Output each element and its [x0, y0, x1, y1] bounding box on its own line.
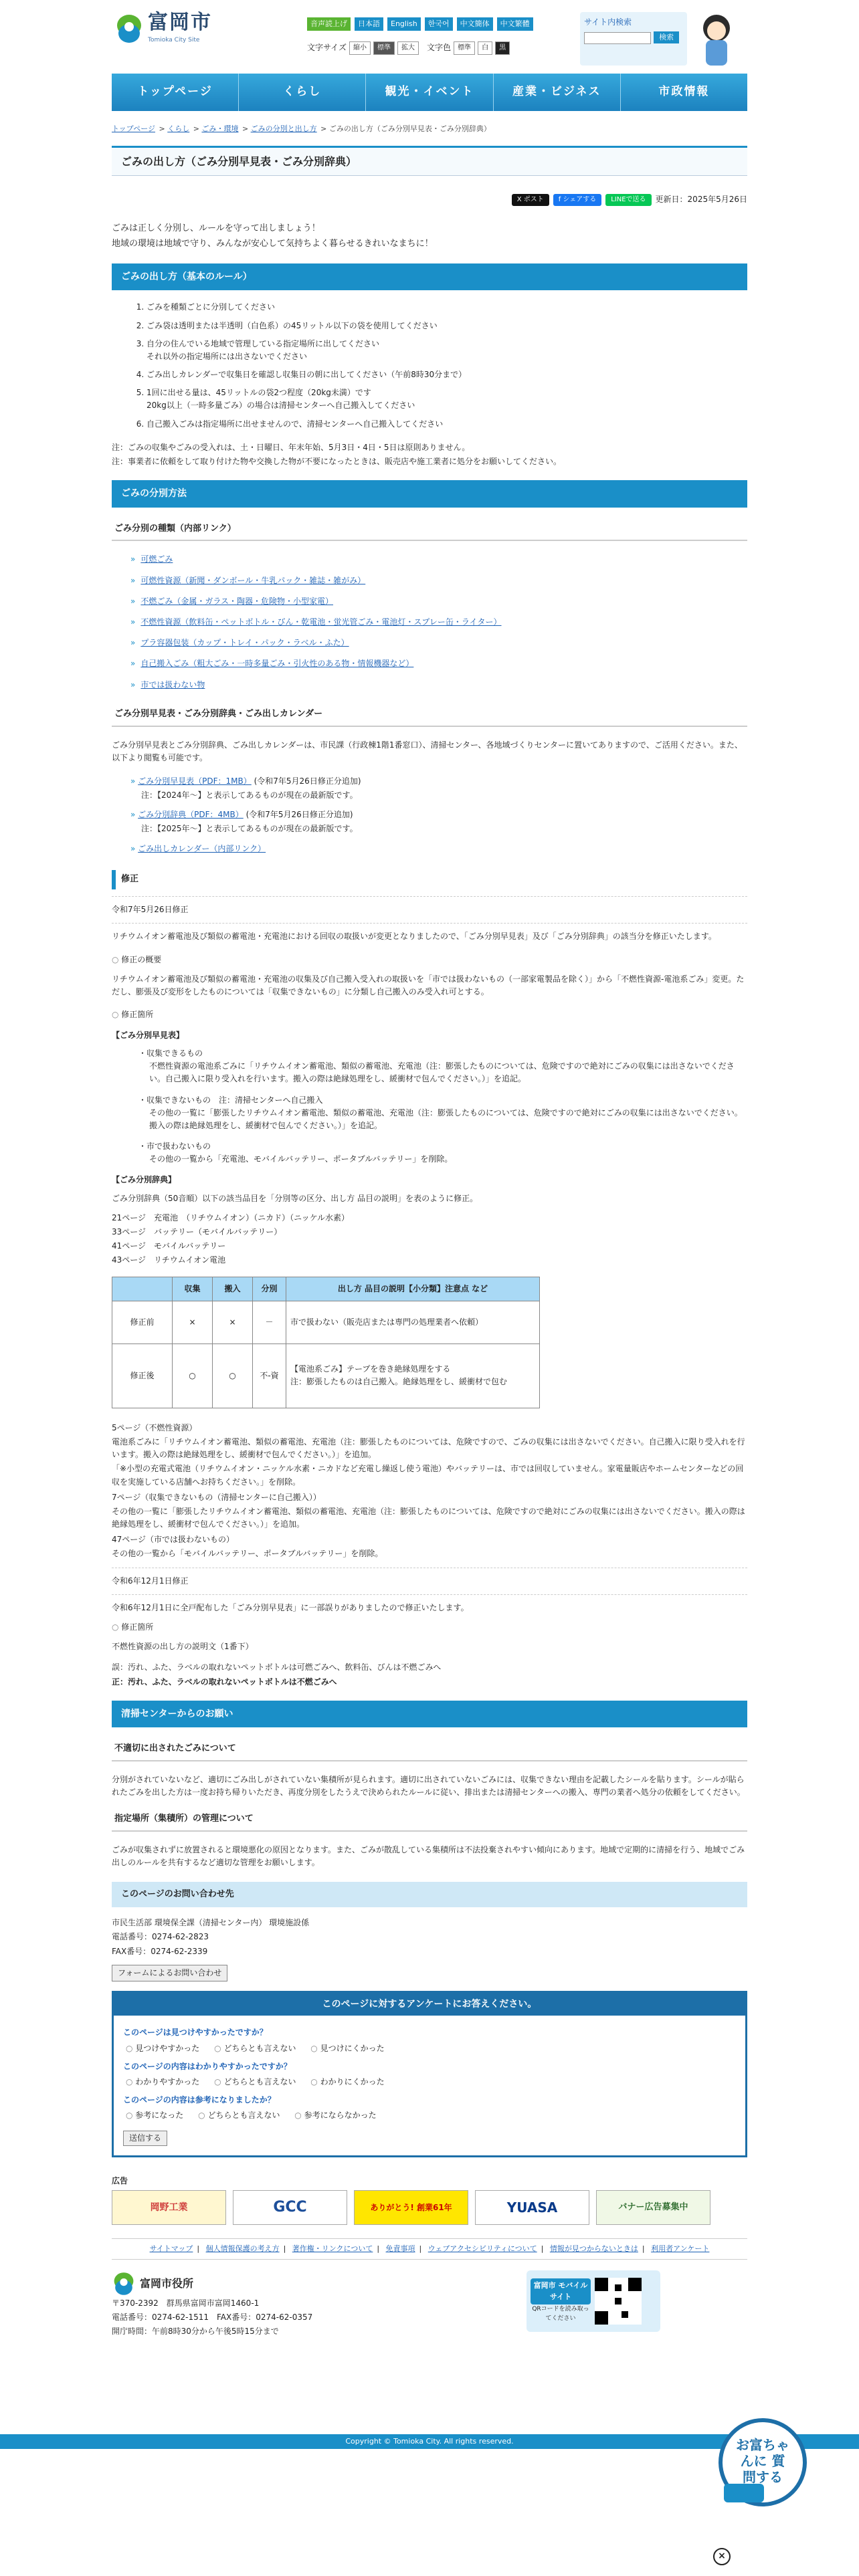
download-list: » ごみ分別早見表（PDF：1MB） (令和7年5月26日修正分追加) 注：【2024年～】と表示してあるものが現在の最新版です。 » ごみ分別辞典（PDF：4MB） (令和7年5月26日修正分追加) 注：【2025年～】と表示してあるものが現在の最新版です。 » ごみ出しカレンダー（内部リンク）	[112, 775, 747, 855]
breadcrumb-living[interactable]: くらし	[167, 124, 190, 133]
contact-form-button[interactable]: フォームによるお問い合わせ	[112, 1965, 227, 1981]
site-header	[112, 0, 747, 74]
text-size-label: 文字サイズ	[307, 43, 347, 53]
logo-mark-icon	[114, 12, 144, 45]
survey-radio[interactable]: ○ わかりやすかった	[126, 2077, 199, 2086]
survey-radio[interactable]: ○ どちらとも言えない	[198, 2111, 280, 2120]
search-label: サイト内検索	[584, 17, 632, 27]
mobile-site-label: 富岡市 モバイルサイト	[531, 2278, 591, 2304]
nav-living[interactable]: くらし	[239, 74, 366, 111]
table-header: 搬入	[213, 1277, 253, 1301]
jiten-pdf-link[interactable]: ごみ分別辞典（PDF：4MB）	[138, 810, 244, 820]
table-header: 分別	[253, 1277, 286, 1301]
page-ref: 41ページ モバイルバッテリー	[112, 1241, 226, 1251]
basic-note: 注：ごみの収集やごみの受入れは、土・日曜日、年末年始、5月3日・4日・5日は原則ありません。	[112, 442, 470, 452]
request-sub1: 不適切に出されたごみについて	[112, 1738, 747, 1761]
table-cell: ○	[173, 1344, 213, 1408]
qr-code-icon	[595, 2278, 642, 2325]
fix-table	[112, 1277, 540, 1408]
after-table-line: 47ページ（市では扱わないもの）	[112, 1535, 235, 1545]
copyright-bar: Copyright © Tomioka City. All rights reserved.	[0, 2434, 859, 2449]
basic-rules-list	[112, 301, 747, 431]
nav-top[interactable]: トップページ	[112, 74, 239, 111]
updated-date: 更新日：2025年5月26日	[655, 195, 747, 205]
nav-business[interactable]: 産業・ビジネス	[494, 74, 621, 111]
survey-box	[112, 1991, 747, 2157]
survey-question: このページは見つけやすかったですか？	[123, 2028, 268, 2038]
link-non-burnable-resources[interactable]: 不燃性資源（飲料缶・ペットボトル・びん・乾電池・蛍光管ごみ・電池灯・スプレー缶・ライター）	[140, 617, 502, 627]
table-header	[112, 1277, 173, 1301]
basic-rules-heading: ごみの出し方（基本のルール）	[112, 263, 747, 290]
request-heading: 清掃センターからのお願い	[112, 1701, 747, 1727]
table-header: 収集	[173, 1277, 213, 1301]
request-text1: 分別がされていないなど、適切にごみ出しがされていない集積所が見られます。適切に出されていないごみには、収集できない理由を記載したシールを貼ります。シールが貼られたごみを出した方は一度お持ち帰りいただき、再度分別をしたうえで決められたルールに従い、排出または清掃センターへの搬入、専門の業者へ処分の依頼をしてください。	[112, 1774, 745, 1798]
jiten-version-note: 注：【2025年～】と表示してあるものが現在の最新版です。	[141, 824, 358, 834]
footer-link[interactable]: 利用者アンケート	[651, 2244, 710, 2253]
table-cell: 【電池系ごみ】テープを巻き絶縁処理をする 注：膨張したものは自己搬入。絶縁処理をし、緩衝材で包む	[286, 1344, 540, 1408]
breadcrumb-current: ごみの出し方（ごみ分別早見表・ごみ分別辞典）	[328, 124, 491, 133]
link-not-handled[interactable]: 市では扱わない物	[140, 679, 205, 689]
top-links	[307, 17, 533, 31]
footer-link[interactable]: ウェブアクセシビリティについて	[427, 2244, 537, 2253]
ad-banner[interactable]: YUASA	[475, 2190, 589, 2225]
survey-radio[interactable]: ○ わかりにくかった	[310, 2077, 384, 2086]
link-burnable-resources[interactable]: 可燃性資源（新聞・ダンボール・牛乳パック・雑誌・雑がみ）	[140, 575, 366, 585]
rule-item: 4. ごみ出しカレンダーで収集日を確認し収集日の朝に出してください（午前8時30分まで）	[147, 368, 747, 381]
text-smaller-button[interactable]: 縮小	[349, 41, 371, 55]
intro-line: 地域の環境は地域で守り、みんなが安心して気持ちよく暮らせるきれいなまちに！	[112, 239, 434, 249]
after-table-line: その他の一覧から「モバイルバッテリー、ポータブルバッテリー」を削除。	[112, 1549, 383, 1559]
after-table-line: 7ページ（収集できないもの（清掃センターに自己搬入））	[112, 1492, 321, 1502]
survey-radio[interactable]: ○ 参考にならなかった	[294, 2111, 376, 2120]
lang-ko-link[interactable]: 한국어	[425, 17, 453, 31]
color-standard-button[interactable]: 標準	[454, 41, 475, 55]
survey-radio[interactable]: ○ どちらとも言えない	[214, 2044, 296, 2053]
footer-address: 〒370-2392 群馬県富岡市富岡1460-1	[112, 2298, 260, 2308]
survey-title: このページに対するアンケートにお答えください。	[114, 1993, 745, 2016]
hayami-version-note: 注：【2024年～】と表示してあるものが現在の最新版です。	[141, 790, 358, 800]
hayami-pdf-link[interactable]: ごみ分別早見表（PDF：1MB）	[138, 776, 252, 786]
breadcrumb-environment[interactable]: ごみ・環境	[201, 124, 239, 133]
logo-subtitle: Tomioka City Site	[148, 36, 200, 43]
link-self-delivery[interactable]: 自己搬入ごみ（粗大ごみ・一時多量ごみ・引火性のある物・情報機器など）	[140, 659, 414, 669]
ad-banners	[112, 2190, 747, 2225]
table-row	[112, 1301, 540, 1344]
survey-question: このページの内容は参考になりましたか？	[123, 2095, 276, 2105]
footer-link[interactable]: 著作権・リンクについて	[292, 2244, 373, 2253]
fix-overview-label: ○ 修正の概要	[112, 954, 747, 966]
table-cell: ×	[213, 1301, 253, 1344]
nav-tourism[interactable]: 観光・イベント	[366, 74, 493, 111]
fix-description-2: 令和6年12月1日に全戸配布した「ごみ分別早見表」に一部誤りがありましたので修正いたします。	[112, 1602, 469, 1612]
table-cell: 不-資	[253, 1344, 286, 1408]
close-icon[interactable]: ×	[713, 2548, 731, 2565]
after-table-line: 5ページ（不燃性資源）	[112, 1422, 197, 1432]
page-ref: 21ページ 充電池 （リチウムイオン）（ニカド）（ニッケル水素）	[112, 1212, 349, 1222]
fix-location-2: 不燃性資源の出し方の説明文（1番下）	[112, 1642, 254, 1652]
search-input[interactable]	[584, 32, 651, 44]
intro-line: ごみは正しく分別し、ルールを守って出しましょう！	[112, 223, 320, 234]
rule-item: 2. ごみ袋は透明または半透明（白色系）の45リットル以下の袋を使用してください	[147, 320, 747, 332]
change-title: ・ 市で扱わないもの	[138, 1140, 747, 1153]
hayami-pdf-note: (令和7年5月26日修正分追加)	[254, 776, 361, 786]
footer-link[interactable]: 個人情報保護の考え方	[205, 2244, 280, 2253]
contact-line: 電話番号：0274-62-2823	[112, 1932, 209, 1942]
footer-link[interactable]: 情報が見つからないときは	[549, 2244, 638, 2253]
table-cell: －	[253, 1301, 286, 1344]
fix-heading: 修正	[112, 870, 747, 889]
rule-item: 3. 自分の住んでいる地域で管理している指定場所に出してください それ以外の指定場所には出さないでください	[147, 338, 747, 363]
line-share-button[interactable]: LINEで送る	[605, 194, 651, 206]
change-title: ・ 収集できないもの 注：清掃センターへ自己搬入	[138, 1094, 747, 1107]
survey-radio[interactable]: ○ どちらとも言えない	[214, 2077, 296, 2086]
table-cell: ×	[173, 1301, 213, 1344]
breadcrumb-top[interactable]: トップページ	[112, 124, 156, 133]
survey-question: このページの内容はわかりやすかったですか？	[123, 2061, 292, 2071]
ad-banner[interactable]: GCC	[233, 2190, 347, 2225]
logo-title: 富岡市	[148, 10, 212, 34]
text-larger-button[interactable]: 拡大	[397, 41, 419, 55]
survey-options	[126, 2109, 736, 2122]
rule-item: 6. 自己搬入ごみは指定場所に出せませんので、清掃センターへ自己搬入してください	[147, 418, 747, 431]
x-post-button[interactable]: X ポスト	[512, 194, 549, 206]
breadcrumb-sorting[interactable]: ごみの分別と出し方	[250, 124, 317, 133]
change-detail: その他の一覧から「充電池、モバイルバッテリー、ポータブルバッテリー」を削除。	[149, 1154, 453, 1164]
survey-options	[126, 2042, 736, 2055]
breadcrumb: トップページ > くらし > ごみ・環境 > ごみの分別と出し方 > ごみの出し方（ごみ分別早見表・ごみ分別辞典）	[112, 124, 491, 133]
table-row	[112, 1344, 540, 1408]
lang-zh-cn-link[interactable]: 中文簡体	[457, 17, 493, 31]
survey-options	[126, 2076, 736, 2088]
mascot-illustration	[690, 8, 743, 68]
footer-phone: 電話番号：0274-62-1511 FAX番号：0274-62-0357	[112, 2312, 313, 2322]
request-text2: ごみが収集されずに放置されると環境悪化の原因となります。また、ごみが散乱している集積所は不法投棄されやすい傾向にあります。地域で定期的に清掃を行う、地域でごみ出しのルールを共有するなど適切な管理をお願いします。	[112, 1845, 745, 1868]
ad-banner[interactable]: 岡野工業	[112, 2190, 226, 2225]
site-logo[interactable]	[114, 12, 212, 45]
footer-link[interactable]: サイトマップ	[149, 2244, 193, 2253]
page	[112, 0, 747, 2364]
survey-submit-button[interactable]: 送信する	[123, 2131, 167, 2146]
footer-hours: 開庁時間：午前8時30分から午後5時15分まで	[112, 2326, 279, 2336]
contact-line: 市民生活部 環境保全課（清掃センター内） 環境施設係	[112, 1918, 310, 1928]
fix-date: 令和7年5月26日修正	[112, 904, 189, 914]
site-footer	[112, 2270, 747, 2364]
basic-note: 注：事業者に依頼をして取り付けた物や交換した物が不要になったときは、販売店や施工業者に処分をお願いしてください。	[112, 457, 562, 467]
color-white-button[interactable]: 白	[478, 41, 492, 55]
text-standard-button[interactable]: 標準	[373, 41, 395, 55]
lang-en-link[interactable]: English	[387, 17, 421, 31]
fix-location-label-2: ○ 修正箇所	[112, 1621, 747, 1634]
page-ref: 33ページ バッテリー（モバイルバッテリー）	[112, 1227, 282, 1237]
survey-radio[interactable]: ○ 見つけにくかった	[310, 2044, 384, 2053]
lang-ja-link[interactable]: 日本語	[355, 17, 383, 31]
survey-radio[interactable]: ○ 見つけやすかった	[126, 2044, 199, 2053]
footer-org-name: 富岡市役所	[140, 2276, 194, 2290]
fix-right: 正：汚れ、ふた、ラベルの取れないペットボトルは不燃ごみへ	[112, 1677, 337, 1687]
calendar-description: ごみ分別早見表とごみ分別辞典、ごみ出しカレンダーは、市民課（行政棟1階1番窓口）、清掃センター、各地域づくりセンターに置いてありますので、ご活用ください。また、以下より閲覧も可能です。	[112, 740, 743, 762]
calendar-subheading: ごみ分別早見表・ごみ分別辞典・ごみ出しカレンダー	[112, 704, 747, 727]
global-nav	[112, 74, 747, 111]
fix-location-label: ○ 修正箇所	[112, 1008, 747, 1021]
table-cell: 修正後	[112, 1344, 173, 1408]
page-ref: 43ページ リチウムイオン電池	[112, 1255, 226, 1265]
table-cell: 市で扱わない（販売店または専門の処理業者へ依頼）	[286, 1301, 540, 1344]
link-non-burnable[interactable]: 不燃ごみ（金属・ガラス・陶器・危険物・小型家電）	[140, 596, 333, 606]
request-sub2: 指定場所（集積所）の管理について	[112, 1808, 747, 1832]
mobile-site-banner[interactable]	[527, 2270, 660, 2332]
table-cell: ○	[213, 1344, 253, 1408]
display-tools	[307, 41, 510, 55]
after-table-line: 電池系ごみに「リチウムイオン蓄電池、類似の蓄電池、充電池（注：膨張したものについては、危険ですので、ごみの収集には出さないでください。自己搬入に限り受入れを行います。搬入の際は絶縁処理をし、緩衝材で包んでください。）」を追加。	[112, 1436, 745, 1460]
link-burnable[interactable]: 可燃ごみ	[140, 554, 173, 564]
fix-description: リチウムイオン蓄電池及び類似の蓄電池・充電池における回収の取扱いが変更となりましたので、「ごみ分別早見表」及び「ごみ分別辞典」の該当分を修正いたします。	[112, 931, 717, 941]
sorting-types-subheading: ごみ分別の種類（内部リンク）	[112, 518, 747, 542]
ad-banner[interactable]: バナー広告募集中	[596, 2190, 710, 2225]
sorting-links	[112, 553, 747, 691]
hayami-changes	[112, 1047, 747, 1166]
change-title: ・ 収集できるもの	[138, 1047, 747, 1060]
ad-banner[interactable]: ありがとう! 創業61年	[354, 2190, 468, 2225]
hayami-section-label: 【ごみ分別早見表】	[112, 1030, 185, 1040]
text-color-label: 文字色	[427, 43, 452, 53]
ads-label: 広告	[112, 2175, 128, 2185]
lang-zh-tw-link[interactable]: 中文繁體	[497, 17, 533, 31]
color-black-button[interactable]: 黒	[495, 41, 510, 55]
survey-radio[interactable]: ○ 参考になった	[126, 2111, 183, 2120]
ask-label: お富ちゃんに 質問する	[736, 2437, 789, 2485]
footer-logo-icon	[112, 2270, 136, 2297]
ask-otomi-chan-button[interactable]	[709, 2410, 809, 2510]
table-cell: 修正前	[112, 1301, 173, 1344]
mobile-site-note: QRコードを読み取ってください	[532, 2305, 589, 2323]
read-aloud-link[interactable]: 音声読上げ	[307, 17, 351, 31]
rule-item: 1. ごみを種類ごとに分別してください	[147, 301, 747, 314]
jiten-pdf-note: (令和7年5月26日修正分追加)	[246, 810, 353, 820]
contact-line: FAX番号：0274-62-2339	[112, 1946, 208, 1956]
facebook-share-button[interactable]: f シェアする	[553, 194, 602, 206]
contact-heading: このページのお問い合わせ先	[112, 1882, 747, 1908]
footer-link[interactable]: 免責事項	[385, 2244, 415, 2253]
footer-links: サイトマップ | 個人情報保護の考え方 | 著作権・リンクについて | 免責事項 | ウェブアクセシビリティについて | 情報が見つからないときは | 利用者アンケート	[112, 2238, 747, 2260]
table-header: 出し方 品目の説明【小分類】注意点 など	[286, 1277, 540, 1301]
calendar-link[interactable]: ごみ出しカレンダー（内部リンク）	[138, 843, 266, 853]
nav-government[interactable]: 市政情報	[658, 85, 710, 99]
rule-item: 5. 1回に出せる量は、45リットルの袋2つ程度（20kg未満）です 20kg以上（一時多量ごみ）の場合は清掃センターへ自己搬入してください	[147, 387, 747, 412]
fix-wrong: 誤：汚れ、ふた、ラベルの取れないペットボトルは可燃ごみへ、飲料缶、びんは不燃ごみへ	[112, 1662, 442, 1673]
link-plastic-packaging[interactable]: プラ容器包装（カップ・トレイ・パック・ラベル・ふた）	[140, 638, 349, 648]
site-search	[580, 12, 687, 66]
fix-overview: リチウムイオン蓄電池及び類似の蓄電池・充電池の収集及び自己搬入受入れの取扱いを「市では扱わないもの（一部家電製品を除く）」から「不燃性資源-電池系ごみ」変更。ただし、膨張及び変形をしたものについては「収集できないもの」に分類し自己搬入のみ受入れ可とする。	[112, 974, 745, 997]
fix-date-2: 令和6年12月1日修正	[112, 1576, 189, 1586]
jiten-section-label: 【ごみ分別辞典】	[112, 1175, 177, 1185]
search-button[interactable]: 検索	[654, 31, 679, 43]
share-row	[112, 193, 747, 206]
sorting-methods-heading: ごみの分別方法	[112, 480, 747, 507]
page-title: ごみの出し方（ごみ分別早見表・ごみ分別辞典）	[112, 146, 747, 177]
after-table-line: その他の一覧に「膨張したリチウムイオン蓄電池、類似の蓄電池、充電池（注：膨張したものについては、危険ですので絶対にごみの収集には出さないでください。搬入の際は絶縁処理をし、緩衝材で包んでください。）」を追加。	[112, 1506, 745, 1529]
after-table-line: 「※小型の充電式電池（リチウムイオン・ニッケル水素・ニカドなど充電し繰返し使う電池）やバッテリーは、市では回収していません。家電量販店やホームセンターなどの回収を実施している店舗へお持ちください。」を削除。	[112, 1464, 744, 1487]
change-detail: 不燃性資源の電池系ごみに「リチウムイオン蓄電池、類似の蓄電池、充電池（注：膨張したものについては、危険ですので絶対にごみの収集には出さないでください。自己搬入に限り受入れを行います。搬入の際は絶縁処理をし、緩衝材で包んでください。）」を追記。	[149, 1061, 735, 1084]
change-detail: その他の一覧に「膨張したリチウムイオン蓄電池、類似の蓄電池、充電池（注：膨張したものについては、危険ですので絶対にごみの収集には出さないでください。搬入の際は絶縁処理をし、緩衝材で包んでください。）」を追記。	[149, 1107, 743, 1130]
jiten-description: ごみ分別辞典（50音順）以下の該当品目を「分別等の区分、出し方 品目の説明」を表のように修正。	[112, 1193, 478, 1203]
